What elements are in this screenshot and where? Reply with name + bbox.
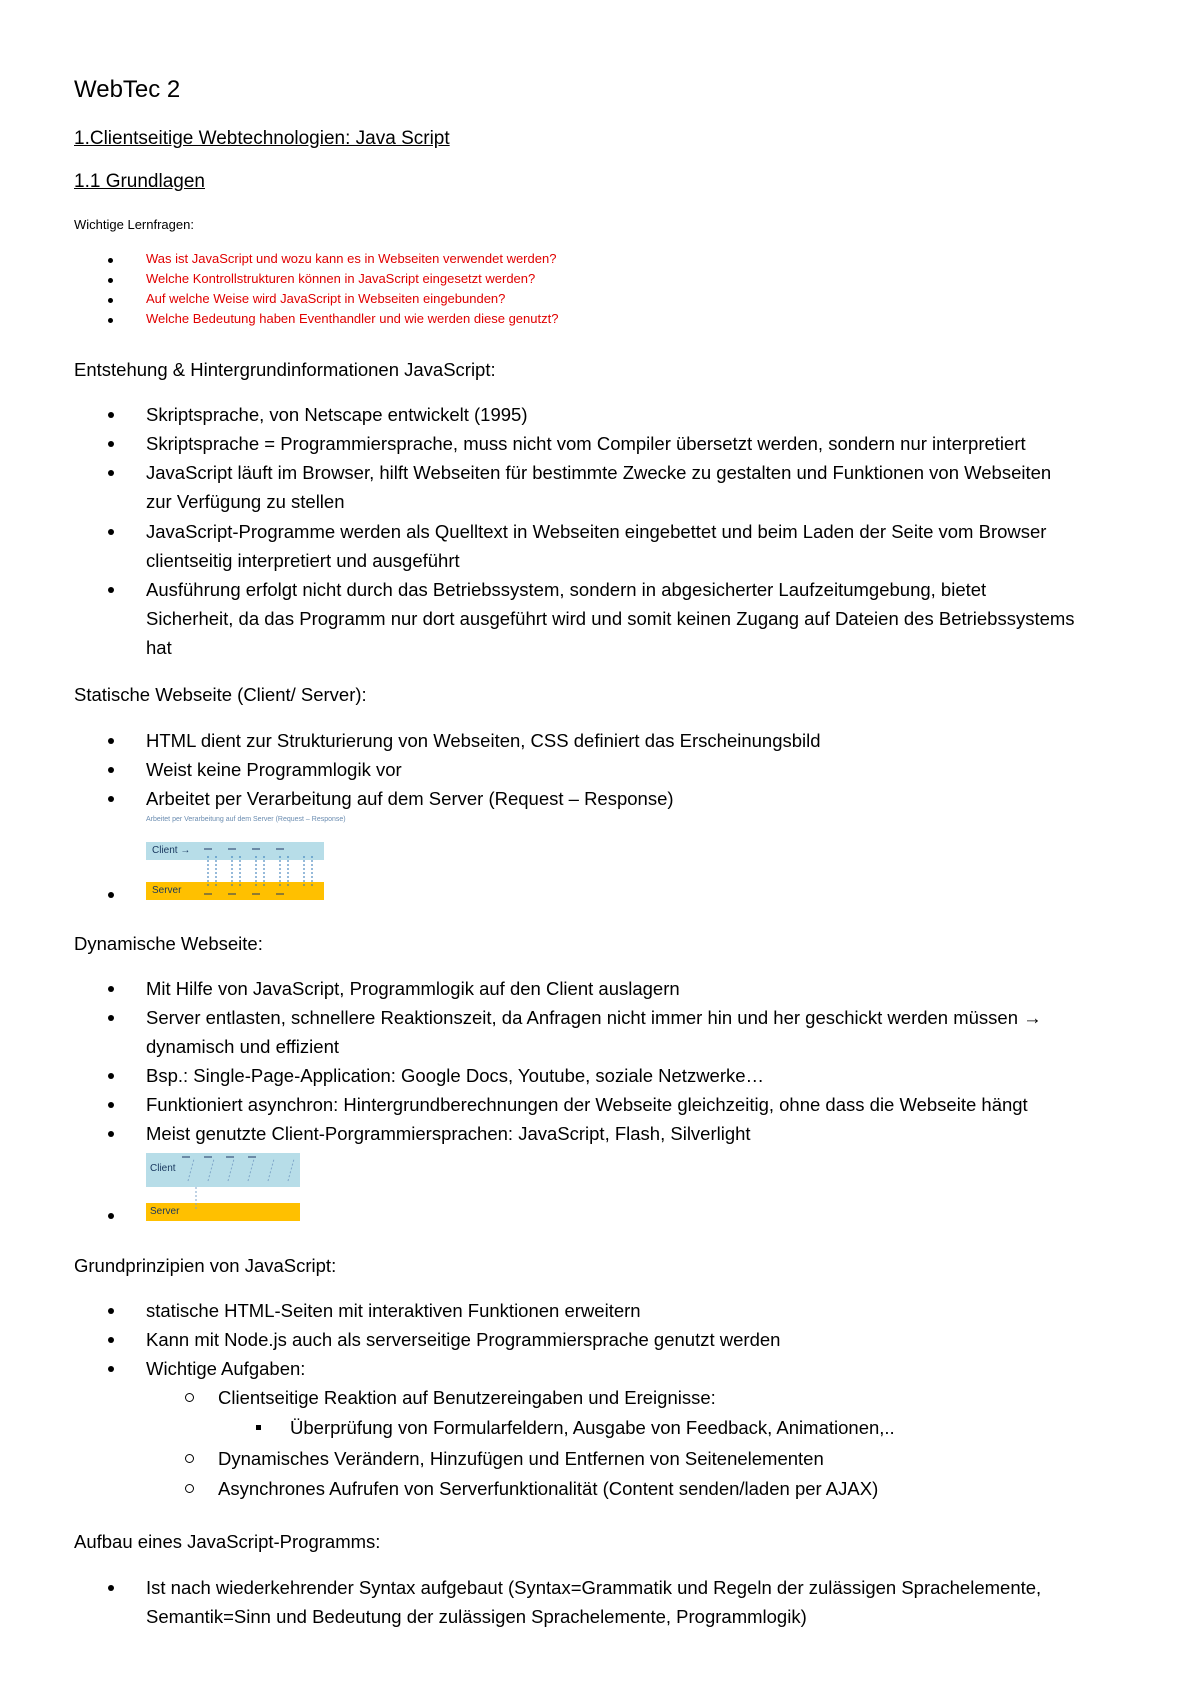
bullet bbox=[108, 470, 114, 476]
list-item: Ausführung erfolgt nicht durch das Betriebssystem, sondern in abgesicherter Laufzeitumgebung, bietet Sicherheit, da das Programm nur dort ausgeführt wird und somit keinen Zugang auf Dateien des Betriebssystems hat bbox=[146, 579, 1075, 658]
bullet bbox=[108, 1337, 114, 1343]
aufbau-heading: Aufbau eines JavaScript-Programms: bbox=[74, 1531, 381, 1552]
bullet bbox=[108, 1585, 114, 1591]
question-item: Welche Kontrollstrukturen können in JavaScript eingesetzt werden? bbox=[146, 271, 536, 286]
entstehung-heading: Entstehung & Hintergrundinformationen JavaScript: bbox=[74, 359, 496, 380]
bullet bbox=[108, 892, 114, 898]
bullet bbox=[108, 529, 114, 535]
list-item: Kann mit Node.js auch als serverseitige Programmiersprache genutzt werden bbox=[146, 1329, 781, 1350]
bullet bbox=[108, 412, 114, 418]
question-item: Auf welche Weise wird JavaScript in Webseiten eingebunden? bbox=[146, 291, 506, 306]
bullet bbox=[108, 318, 113, 323]
list-item: JavaScript läuft im Browser, hilft Webseiten für bestimmte Zwecke zu gestalten und Funktionen von Webseiten zur Verfügung zu stellen bbox=[146, 462, 1052, 512]
document-title: WebTec 2 bbox=[74, 76, 181, 103]
bullet bbox=[108, 298, 113, 303]
dynamisch-heading: Dynamische Webseite: bbox=[74, 933, 263, 954]
sub-list-item: Dynamisches Verändern, Hinzufügen und Entfernen von Seitenelementen bbox=[218, 1448, 824, 1469]
client-label: Client → bbox=[152, 845, 191, 856]
list-item: HTML dient zur Strukturierung von Webseiten, CSS definiert das Erscheinungsbild bbox=[146, 730, 821, 751]
list-item: JavaScript-Programme werden als Quelltext in Webseiten eingebettet und beim Laden der Seite vom Browser clientseitig interpretiert und ausgeführt bbox=[146, 521, 1047, 571]
bullet bbox=[108, 587, 114, 593]
grundprinzipien-heading: Grundprinzipien von JavaScript: bbox=[74, 1255, 337, 1276]
list-item: Ist nach wiederkehrender Syntax aufgebaut (Syntax=Grammatik und Regeln der zulässigen Sprachelemente, Semantik=Sinn und Bedeutung der zulässigen Sprachelemente, Programmlogik) bbox=[146, 1577, 1042, 1627]
bullet bbox=[108, 796, 114, 802]
bullet bbox=[108, 767, 114, 773]
statisch-heading: Statische Webseite (Client/ Server): bbox=[74, 684, 367, 705]
bullet bbox=[108, 1308, 114, 1314]
sub-list-item: Asynchrones Aufrufen von Serverfunktionalität (Content senden/laden per AJAX) bbox=[218, 1478, 879, 1499]
questions-label: Wichtige Lernfragen: bbox=[74, 217, 194, 232]
list-item: Meist genutzte Client-Porgrammiersprachen: JavaScript, Flash, Silverlight bbox=[146, 1123, 751, 1144]
sub-bullet bbox=[185, 1393, 194, 1402]
list-item: Skriptsprache, von Netscape entwickelt (1995) bbox=[146, 404, 528, 425]
list-item: Server entlasten, schnellere Reaktionszeit, da Anfragen nicht immer hin und her geschickt werden müssen → dynamisch und effizient bbox=[146, 1007, 1042, 1057]
list-item: Mit Hilfe von JavaScript, Programmlogik auf den Client auslagern bbox=[146, 978, 680, 999]
request-response-diagram bbox=[146, 816, 346, 904]
list-item: Wichtige Aufgaben: bbox=[146, 1358, 306, 1379]
sub-bullet bbox=[185, 1484, 194, 1493]
server-label: Server bbox=[152, 885, 182, 896]
async-diagram bbox=[146, 1151, 300, 1223]
list-item: Skriptsprache = Programmiersprache, muss nicht vom Compiler übersetzt werden, sondern nur interpretiert bbox=[146, 433, 1026, 454]
sub-list-item: Clientseitige Reaktion auf Benutzereingaben und Ereignisse: bbox=[218, 1387, 716, 1408]
bullet bbox=[108, 1015, 114, 1021]
client-label: Client bbox=[150, 1163, 176, 1174]
subsub-bullet bbox=[256, 1425, 261, 1430]
async-arrows bbox=[146, 1151, 300, 1223]
chapter-heading: 1.Clientseitige Webtechnologien: Java Script bbox=[74, 128, 450, 149]
bullet bbox=[108, 1131, 114, 1137]
diagram-caption: Arbeitet per Verarbeitung auf dem Server (Request – Response) bbox=[146, 816, 346, 823]
request-arrows bbox=[146, 816, 324, 904]
server-label: Server bbox=[150, 1206, 180, 1217]
question-item: Welche Bedeutung haben Eventhandler und wie werden diese genutzt? bbox=[146, 311, 559, 326]
bullet bbox=[108, 278, 113, 283]
sub-bullet bbox=[185, 1454, 194, 1463]
list-item: Bsp.: Single-Page-Application: Google Docs, Youtube, soziale Netzwerke… bbox=[146, 1065, 765, 1086]
section-heading: 1.1 Grundlagen bbox=[74, 171, 205, 192]
list-item: Funktioniert asynchron: Hintergrundberechnungen der Webseite gleichzeitig, ohne dass die Webseite hängt bbox=[146, 1094, 1028, 1115]
bullet bbox=[108, 1366, 114, 1372]
bullet bbox=[108, 986, 114, 992]
subsub-list-item: Überprüfung von Formularfeldern, Ausgabe von Feedback, Animationen,.. bbox=[290, 1417, 895, 1438]
bullet bbox=[108, 1213, 114, 1219]
bullet bbox=[108, 441, 114, 447]
list-item: statische HTML-Seiten mit interaktiven Funktionen erweitern bbox=[146, 1300, 641, 1321]
bullet bbox=[108, 1073, 114, 1079]
list-item: Arbeitet per Verarbeitung auf dem Server (Request – Response) bbox=[146, 788, 674, 809]
question-item: Was ist JavaScript und wozu kann es in Webseiten verwendet werden? bbox=[146, 251, 557, 266]
list-item: Weist keine Programmlogik vor bbox=[146, 759, 402, 780]
bullet bbox=[108, 738, 114, 744]
bullet bbox=[108, 258, 113, 263]
bullet bbox=[108, 1102, 114, 1108]
